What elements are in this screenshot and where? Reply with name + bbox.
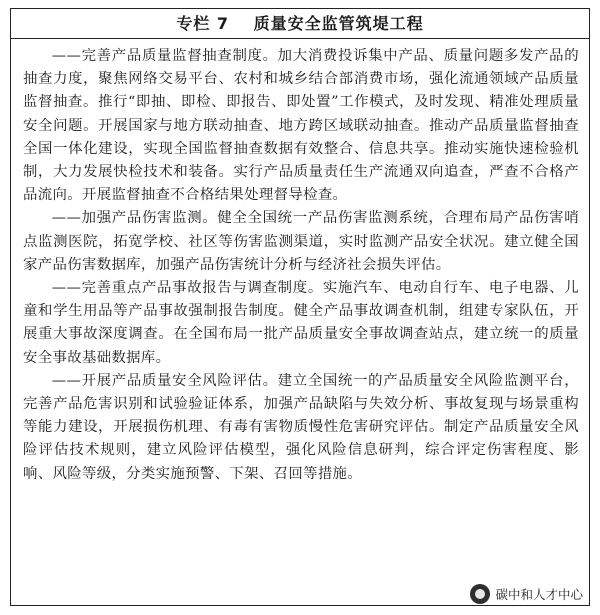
watermark-text: 碳中和人才中心 <box>495 587 583 602</box>
wechat-logo-icon <box>470 584 490 604</box>
paragraph-quality-inspection: ——完善产品质量监督抽查制度。加大消费投诉集中产品、质量问题多发产品的抽查力度，聚焦网络交易平台、农村和城乡结合部消费市场，强化流通领域产品质量监督抽查。推行“即抽、即检、即报告、即处置”工作模式，及时发现、精准处理质量安全问题。开展国家与地方联动抽查、地方跨区域联动抽查。推动产品质量监督抽查全国一体化建设，实现全国监督抽查数据有效整合、信息共享。推动实施快速检验机制，大力发展快检技术和装备。实行产品质量责任生产流通双向追查，严查不合格产品流向。开展监督抽查不合格结果处理督导检查。 <box>23 48 579 204</box>
column-header <box>11 9 589 39</box>
paragraph-risk-assessment: ——开展产品质量安全风险评估。建立全国统一的产品质量安全风险监测平台，完善产品危害识别和试验验证体系，加强产品缺陷与失效分析、事故复现与场景重构等能力建设，开展损伤机理、有毒有害物质慢性危害研究评估。制定产品质量安全风险评估技术规则，建立风险评估模型，强化风险信息研判，综合评定伤害程度、影响、风险等级，分类实施预警、下架、召回等措施。 <box>23 372 579 482</box>
paragraph-injury-monitoring: ——加强产品伤害监测。健全全国统一产品伤害监测系统，合理布局产品伤害哨点监测医院，拓宽学校、社区等伤害监测渠道，实时监测产品安全状况。建立健全国家产品伤害数据库，加强产品伤害统计分析与经济社会损失评估。 <box>23 210 579 273</box>
column-body <box>23 45 579 486</box>
policy-column-box <box>10 8 590 606</box>
column-number: 专栏 7 <box>176 14 230 33</box>
column-title: 质量安全监管筑堤工程 <box>253 14 424 33</box>
watermark <box>467 583 586 605</box>
paragraph-accident-reporting: ——完善重点产品事故报告与调查制度。实施汽车、电动自行车、电子电器、儿童和学生用品等产品事故强制报告制度。健全产品事故调查机制，组建专家队伍，开展重大事故深度调查。在全国布局一批产品质量安全事故调查站点，建立统一的质量安全事故基础数据库。 <box>23 280 579 366</box>
